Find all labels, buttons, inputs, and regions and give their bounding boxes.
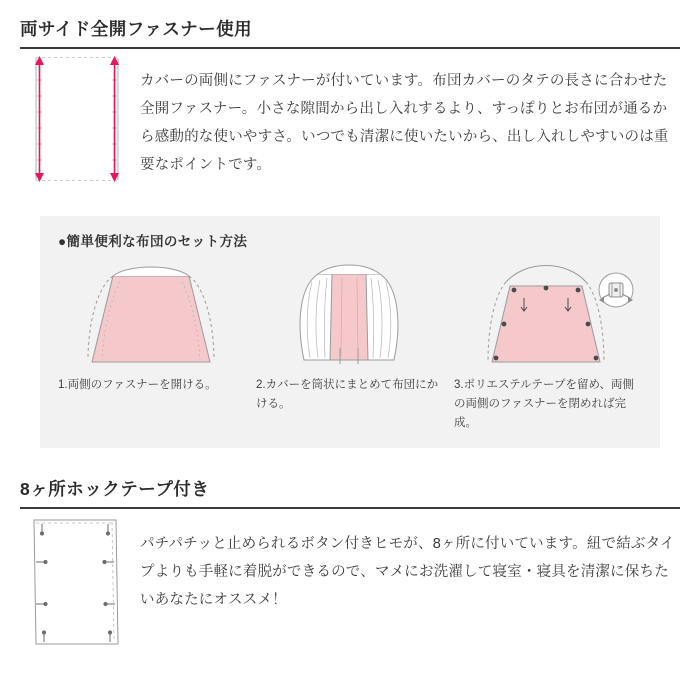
step-3-illustration — [454, 252, 640, 372]
step-2-caption: 2.カバーを筒状にまとめて布団にかける。 — [256, 379, 439, 410]
duvet-cover-hook-tape-diagram — [22, 512, 132, 652]
zipper-section-paragraph: カバーの両側にファスナーが付いています。布団カバーのタテの長さに合わせた全開ファスナー。小さな隙間から出し入れするより、すっぽりとお布団が通るから感動的な使いやすさ。いつでも清潔に使いたいから、出し入れしやすいのは重要なポイントです。 — [140, 72, 669, 174]
zipper-section-header — [20, 16, 680, 49]
step-3-caption: 3.ポリエステルテープを留め、両側の両側のファスナーを閉めれば完成。 — [454, 379, 635, 429]
zipper-section-heading: 両サイド全開ファスナー使用 — [20, 16, 680, 49]
duvet-cover-rolled-svg — [256, 252, 442, 377]
hook-tape-illustration-svg — [22, 512, 132, 652]
hook-detail-zoom-icon — [599, 273, 633, 307]
setup-steps-panel — [40, 216, 660, 448]
step-1-illustration — [58, 252, 244, 372]
step-1-caption: 1.両側のファスナーを開ける。 — [58, 379, 217, 391]
hook-section-heading: 8ヶ所ホックテープ付き — [20, 476, 680, 509]
zipper-illustration-svg — [22, 52, 130, 190]
setup-steps-title: ●簡単便利な布団のセット方法 — [58, 234, 248, 249]
duvet-cover-tape-fastened-svg — [454, 252, 640, 377]
step-2-illustration — [256, 252, 442, 372]
duvet-cover-open-zipper-svg — [58, 252, 244, 377]
hook-section-paragraph: パチパチッと止められるボタン付きヒモが、8ヶ所に付いています。紐で結ぶタイプよりも手軽に着脱ができるので、マメにお洗濯して寝室・寝具を清潔に保ちたいあなたにオススメ！ — [140, 535, 675, 609]
hook-section-header — [20, 476, 680, 509]
duvet-cover-zipper-diagram — [22, 52, 130, 190]
